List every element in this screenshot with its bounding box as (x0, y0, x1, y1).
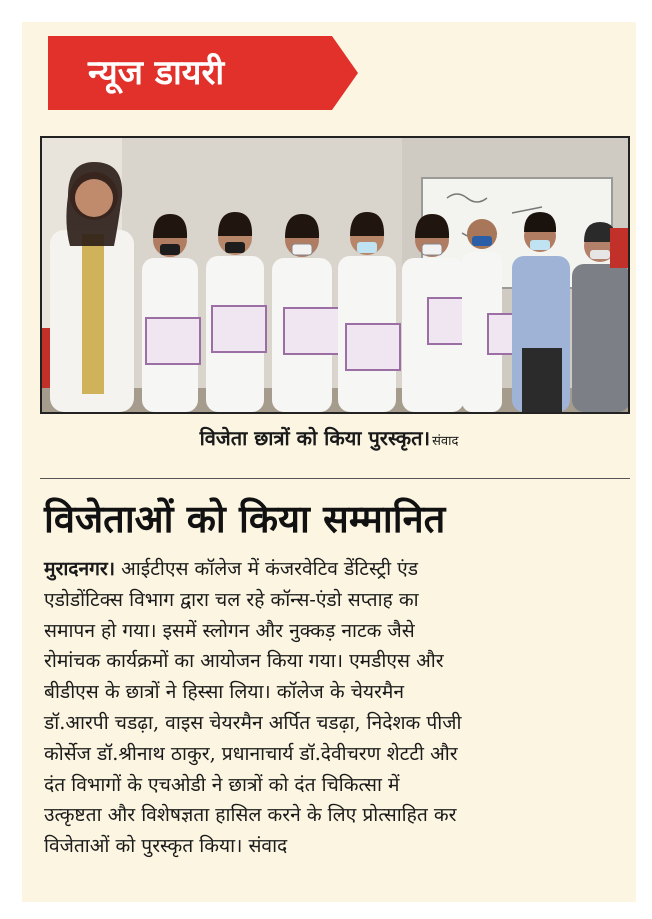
photo-illustration (42, 138, 628, 412)
article-line: कोर्सेज डॉ.श्रीनाथ ठाकुर, प्रधानाचार्य डॉ.देवीचरण शेटटी और (44, 741, 458, 765)
section-banner (48, 36, 358, 110)
article-line: रोमांचक कार्यक्रमों का आयोजन किया गया। एमडीएस और (44, 649, 444, 673)
caption-credit: संवाद (432, 434, 459, 449)
news-photo (40, 136, 630, 414)
article-line: उत्कृष्टता और विशेषज्ञता हासिल करने के लिए प्रोत्साहित कर (44, 803, 457, 827)
photo-caption (22, 424, 636, 451)
article-line: बीडीएस के छात्रों ने हिस्सा लिया। कॉलेज के चेयरमैन (44, 680, 404, 704)
article-body (44, 554, 626, 862)
divider (40, 478, 630, 479)
dateline: मुरादनगर। (44, 557, 116, 580)
article-line: मुरादनगर। आईटीएस कॉलेज में कंजरवेटिव डेंटिस्ट्री एंड (44, 557, 419, 580)
article-line: डॉ.आरपी चडढ़ा, वाइस चेयरमैन अर्पित चडढ़ा, निदेशक पीजी (44, 710, 462, 734)
article-headline: विजेताओं को किया सम्मानित (44, 496, 446, 541)
article-line: विजेताओं को पुरस्कृत किया। संवाद (44, 834, 288, 858)
section-title: न्यूज डायरी (88, 53, 225, 93)
caption-text: विजेता छात्रों को किया पुरस्कृत। (199, 426, 431, 450)
article-line: दंत विभागों के एचओडी ने छात्रों को दंत चिकित्सा में (44, 772, 400, 796)
article-line: एडोडोंटिक्स विभाग द्वारा चल रहे कॉन्स-एंडो सप्ताह का (44, 587, 419, 611)
newspaper-clipping (22, 22, 636, 902)
article-line: समापन हो गया। इसमें स्लोगन और नुक्कड़ नाटक जैसे (44, 618, 415, 642)
